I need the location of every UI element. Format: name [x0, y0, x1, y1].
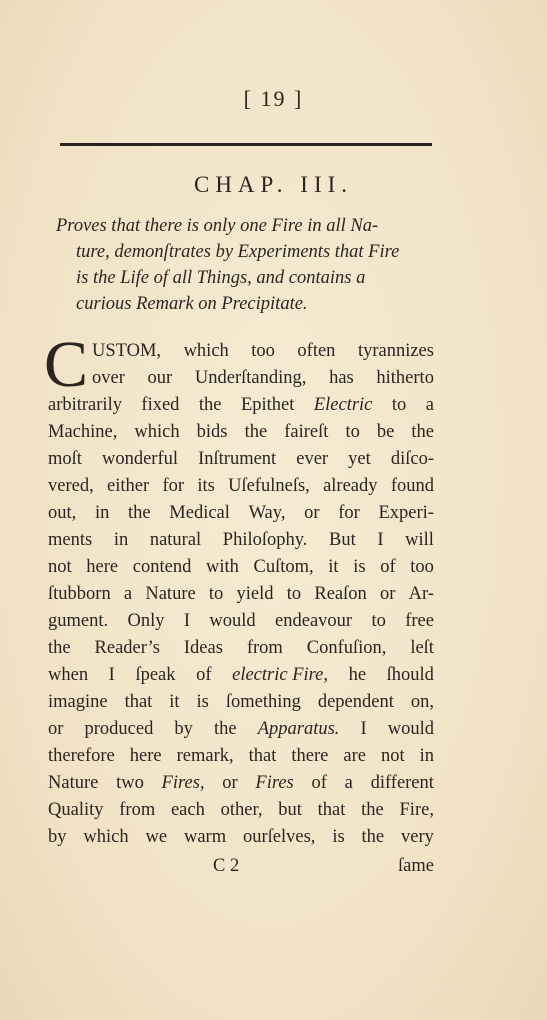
- body-word: Medical: [169, 503, 230, 523]
- body-word: ſomething: [225, 692, 301, 712]
- body-word: natural: [149, 530, 202, 550]
- body-word: it: [328, 557, 339, 577]
- body-word: already: [323, 476, 378, 496]
- summary-line: curious Remark on Precipitate.: [76, 294, 308, 314]
- body-word: faireſt: [284, 422, 329, 442]
- page-footer: [48, 856, 434, 883]
- body-word: ever: [296, 449, 329, 469]
- summary-line: ture, demonſtrates by Experiments that Fire: [76, 242, 400, 262]
- body-word: ourſelves,: [242, 827, 316, 847]
- body-word: our: [147, 368, 173, 388]
- body-word: by: [48, 827, 67, 847]
- body-word: in: [113, 530, 129, 550]
- body-word: he: [348, 665, 367, 685]
- body-word: Fires: [255, 773, 294, 793]
- body-word: fixed: [141, 395, 180, 415]
- body-word: to: [286, 584, 302, 604]
- body-word: Reader’s: [94, 638, 160, 658]
- body-word: I: [377, 530, 384, 550]
- body-word: of: [196, 665, 212, 685]
- body-line: [48, 473, 434, 500]
- body-word: its: [197, 476, 215, 496]
- body-word: the: [128, 503, 151, 523]
- body-word: too: [410, 557, 434, 577]
- body-word: yet: [348, 449, 371, 469]
- body-word: warm: [183, 827, 227, 847]
- body-word: Nature: [145, 584, 196, 604]
- body-word: Fires,: [161, 773, 205, 793]
- body-word: too: [251, 341, 275, 361]
- body-word: often: [297, 341, 336, 361]
- body-word: to: [208, 584, 224, 604]
- body-word: a: [123, 584, 133, 604]
- body-word: bids: [196, 422, 228, 442]
- body-word: from: [246, 638, 283, 658]
- body-word: Ar-: [408, 584, 434, 604]
- body-word: Reaſon: [314, 584, 367, 604]
- body-word: Experi-: [378, 503, 434, 523]
- body-word: which: [183, 341, 229, 361]
- body-word: contend: [132, 557, 192, 577]
- body-word: we: [145, 827, 168, 847]
- body-word: But: [329, 530, 356, 550]
- body-word: Uſefulneſs,: [228, 476, 310, 496]
- body-word: electric Fire,: [232, 665, 328, 685]
- body-text: [44, 328, 434, 851]
- body-word: a: [344, 773, 353, 793]
- body-word: Way,: [248, 503, 286, 523]
- body-word: either: [107, 476, 150, 496]
- body-word: therefore: [48, 746, 115, 766]
- body-word: has: [329, 368, 354, 388]
- body-word: each: [170, 800, 205, 820]
- body-word: I: [183, 611, 191, 631]
- header-rule: [60, 143, 432, 146]
- summary-line: is the Life of all Things, and contains a: [76, 268, 366, 288]
- body-word: I: [108, 665, 115, 685]
- body-word: remark,: [176, 746, 234, 766]
- body-word: Ideas: [183, 638, 223, 658]
- body-word: diſco-: [390, 449, 434, 469]
- body-word: yield: [236, 584, 274, 604]
- body-word: Fire,: [399, 800, 434, 820]
- body-word: the: [198, 395, 222, 415]
- body-word: produced: [84, 719, 154, 739]
- body-word: I: [360, 719, 367, 739]
- body-word: dependent: [317, 692, 394, 712]
- body-word: Nature: [48, 773, 99, 793]
- body-line: [48, 824, 434, 851]
- body-word: is: [332, 827, 345, 847]
- body-word: by: [174, 719, 193, 739]
- body-word: or: [222, 773, 238, 793]
- body-word: is: [353, 557, 366, 577]
- body-word: different: [370, 773, 434, 793]
- body-word: Electric: [313, 395, 373, 415]
- body-word: wonderful: [101, 449, 179, 469]
- body-line: [48, 716, 434, 743]
- body-word: from: [119, 800, 156, 820]
- page-number: [ 19 ]: [243, 86, 304, 111]
- body-line: [48, 419, 434, 446]
- body-word: Inſtrument: [198, 449, 277, 469]
- body-line: [48, 500, 434, 527]
- body-line: [48, 338, 434, 365]
- body-word: moſt: [48, 449, 82, 469]
- body-word: ments: [48, 530, 93, 550]
- body-word: a: [425, 395, 434, 415]
- body-word: found: [390, 476, 434, 496]
- body-line: [48, 797, 434, 824]
- drop-cap: C: [44, 328, 89, 401]
- body-word: for: [338, 503, 360, 523]
- body-line: [48, 689, 434, 716]
- body-word: when: [48, 665, 89, 685]
- body-word: that: [124, 692, 153, 712]
- body-word: free: [405, 611, 434, 631]
- body-word: Cuſtom,: [253, 557, 314, 577]
- chapter-title: CHAP. III.: [193, 172, 354, 197]
- body-word: the: [244, 422, 268, 442]
- body-word: to: [391, 395, 407, 415]
- body-word: Only: [127, 611, 165, 631]
- body-word: ſpeak: [135, 665, 176, 685]
- body-word: be: [376, 422, 395, 442]
- body-word: is: [196, 692, 209, 712]
- body-word: that: [248, 746, 277, 766]
- body-word: to: [371, 611, 386, 631]
- body-word: Apparatus.: [257, 719, 340, 739]
- body-word: Philoſophy.: [222, 530, 308, 550]
- body-line: [48, 554, 434, 581]
- body-word: that: [317, 800, 346, 820]
- body-line: [48, 662, 434, 689]
- body-word: would: [387, 719, 434, 739]
- body-line: [48, 770, 434, 797]
- catchword: ſame: [398, 856, 434, 876]
- body-word: very: [401, 827, 434, 847]
- body-word: in: [94, 503, 110, 523]
- body-word: are: [343, 746, 366, 766]
- body-line: [48, 365, 434, 392]
- body-word: the: [361, 827, 385, 847]
- body-line: [48, 635, 434, 662]
- body-word: ſtubborn: [48, 584, 111, 604]
- body-word: with: [205, 557, 239, 577]
- body-word: Confuſion,: [306, 638, 387, 658]
- body-word: to: [345, 422, 360, 442]
- body-word: or: [379, 584, 396, 604]
- summary-line: Proves that there is only one Fire in all Na-: [56, 216, 379, 236]
- body-word: other,: [220, 800, 263, 820]
- body-word: or: [48, 719, 64, 739]
- chapter-summary: [56, 213, 434, 317]
- body-line: [48, 527, 434, 554]
- body-line: [48, 608, 434, 635]
- body-word: two: [116, 773, 144, 793]
- body-word: of: [311, 773, 327, 793]
- body-word: arbitrarily: [48, 395, 122, 415]
- body-word: endeavour: [275, 611, 353, 631]
- body-word: Quality: [48, 800, 104, 820]
- body-word: USTOM,: [92, 341, 162, 361]
- body-word: of: [380, 557, 396, 577]
- signature-mark: C 2: [213, 856, 240, 876]
- body-word: will: [405, 530, 434, 550]
- body-line: [48, 446, 434, 473]
- body-word: ſhould: [386, 665, 434, 685]
- body-word: there: [291, 746, 329, 766]
- body-word: Epithet: [240, 395, 295, 415]
- body-word: the: [361, 800, 384, 820]
- body-word: it: [169, 692, 180, 712]
- body-line: [48, 581, 434, 608]
- body-word: would: [209, 611, 256, 631]
- body-word: which: [134, 422, 180, 442]
- body-word: the: [411, 422, 434, 442]
- body-word: leſt: [410, 638, 434, 658]
- body-word: Underſtanding,: [194, 368, 307, 388]
- body-word: the: [214, 719, 237, 739]
- body-word: on,: [410, 692, 434, 712]
- body-word: in: [419, 746, 434, 766]
- body-word: Machine,: [48, 422, 118, 442]
- body-word: vered,: [48, 476, 94, 496]
- body-word: here: [129, 746, 162, 766]
- body-word: which: [83, 827, 129, 847]
- body-word: not: [380, 746, 405, 766]
- body-word: here: [86, 557, 119, 577]
- body-word: imagine: [48, 692, 108, 712]
- body-word: tyrannizes: [357, 341, 434, 361]
- body-word: not: [48, 557, 72, 577]
- body-word: or: [304, 503, 320, 523]
- body-word: the: [48, 638, 71, 658]
- body-word: out,: [48, 503, 77, 523]
- body-word: hitherto: [376, 368, 434, 388]
- body-line: [48, 392, 434, 419]
- body-word: gument.: [48, 611, 109, 631]
- body-word: for: [162, 476, 185, 496]
- body-word: over: [92, 368, 125, 388]
- body-line: [48, 743, 434, 770]
- body-word: but: [278, 800, 302, 820]
